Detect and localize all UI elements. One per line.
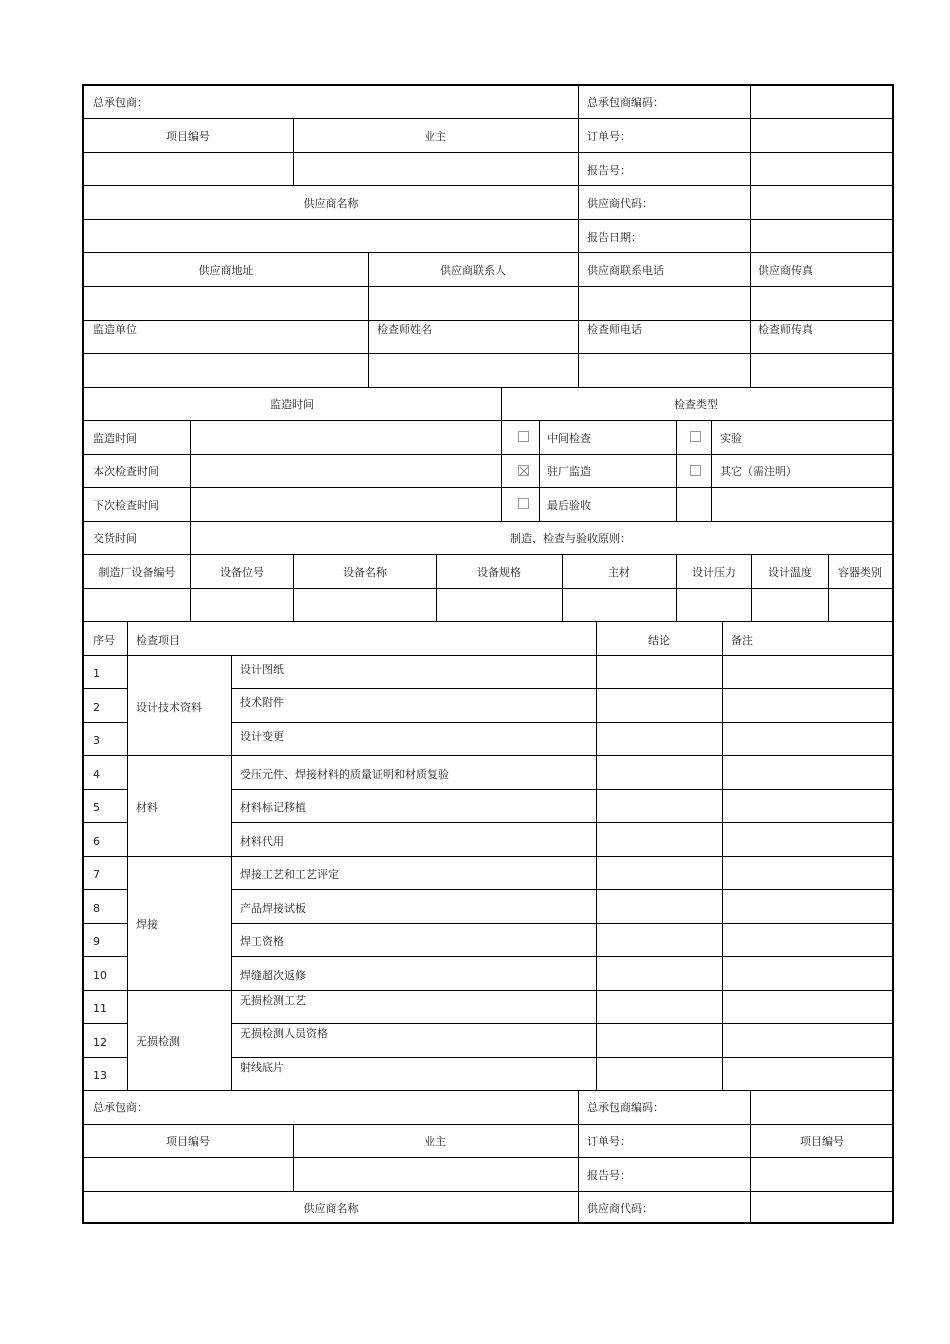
group-label: 无损检测 — [136, 1035, 180, 1048]
row-number: 13 — [93, 1069, 107, 1082]
rule — [539, 420, 540, 521]
rule — [293, 1124, 294, 1191]
rule — [84, 856, 892, 857]
rule — [84, 923, 128, 924]
equipment-col-header: 设备规格 — [477, 566, 521, 579]
footer-project-no-label-2: 项目编号 — [800, 1135, 844, 1148]
check-item: 无损检测工艺 — [240, 994, 306, 1007]
checkbox-interim-inspection[interactable] — [518, 431, 529, 442]
principle-label: 制造、检查与验收原则： — [510, 532, 631, 545]
checklist-item-header: 检查项目 — [136, 634, 180, 647]
check-item: 焊接工艺和工艺评定 — [240, 868, 339, 881]
supplier-code-label: 供应商代码： — [587, 197, 653, 210]
row-number: 9 — [93, 935, 100, 948]
row-number: 8 — [93, 902, 100, 915]
rule — [84, 1124, 892, 1125]
interim-inspection-label: 中间检查 — [547, 432, 591, 445]
checklist-remark-header: 备注 — [731, 634, 753, 647]
equipment-col-header: 设备名称 — [343, 566, 387, 579]
rule — [84, 1023, 128, 1024]
other-label: 其它（需注明） — [720, 465, 797, 478]
rule — [84, 722, 128, 723]
equipment-col-header: 主材 — [608, 566, 630, 579]
rule — [501, 387, 502, 521]
footer-supplier-name-label: 供应商名称 — [303, 1202, 359, 1215]
rule — [676, 420, 677, 521]
rule — [84, 789, 128, 790]
rule — [232, 822, 892, 823]
check-item: 技术附件 — [240, 696, 284, 709]
check-item: 设计图纸 — [240, 663, 284, 676]
rule — [84, 822, 128, 823]
inspection-type-label: 检查类型 — [674, 398, 718, 411]
checkbox-other[interactable] — [690, 465, 701, 476]
inspector-fax-label: 检查师传真 — [758, 323, 813, 336]
rule — [84, 320, 892, 321]
supplier-phone-label: 供应商联系电话 — [587, 264, 664, 277]
footer-order-no-label: 订单号： — [587, 1135, 631, 1148]
this-inspection-time-label: 本次检查时间 — [93, 465, 159, 478]
inspection-report-form — [82, 84, 894, 1224]
rule — [676, 554, 677, 621]
check-item: 焊缝超次返修 — [240, 969, 306, 982]
schedule-section-label: 监造时间 — [270, 398, 314, 411]
rule — [578, 86, 579, 252]
next-inspection-time-label: 下次检查时间 — [93, 499, 159, 512]
rule — [84, 286, 892, 287]
rule — [84, 889, 128, 890]
project-no-label: 项目编号 — [166, 130, 210, 143]
footer-project-no-label: 项目编号 — [166, 1135, 210, 1148]
rule — [190, 554, 191, 621]
rule — [84, 1090, 892, 1091]
check-item: 焊工资格 — [240, 935, 284, 948]
equipment-col-header: 设备位号 — [220, 566, 264, 579]
rule — [232, 956, 892, 957]
check-item: 材料标记移植 — [240, 801, 306, 814]
footer-contractor-code-label: 总承包商编码： — [587, 1101, 664, 1114]
footer-report-no-label: 报告号： — [587, 1169, 631, 1182]
test-label: 实验 — [720, 432, 742, 445]
checkbox-test[interactable] — [690, 431, 701, 442]
rule — [596, 621, 597, 1090]
rule — [84, 990, 892, 991]
rule — [232, 1023, 892, 1024]
rule — [84, 185, 892, 186]
row-number: 1 — [93, 667, 100, 680]
rule — [84, 118, 892, 119]
equipment-col-header: 容器类别 — [838, 566, 882, 579]
rule — [190, 420, 191, 554]
rule — [232, 923, 892, 924]
resident-monitoring-label: 驻厂监造 — [547, 465, 591, 478]
rule — [127, 621, 128, 1090]
rule — [232, 889, 892, 890]
rule — [232, 1057, 892, 1058]
checklist-result-header: 结论 — [648, 634, 670, 647]
rule — [84, 688, 128, 689]
rule — [751, 554, 752, 621]
equipment-col-header: 设计压力 — [692, 566, 736, 579]
rule — [84, 487, 892, 488]
rule — [828, 554, 829, 621]
checkbox-resident-monitoring[interactable] — [518, 465, 529, 476]
rule — [436, 554, 437, 621]
row-number: 5 — [93, 801, 100, 814]
rule — [578, 252, 579, 387]
footer-contractor-label: 总承包商： — [93, 1101, 148, 1114]
row-number: 6 — [93, 835, 100, 848]
rule — [293, 118, 294, 185]
supplier-fax-label: 供应商传真 — [758, 264, 813, 277]
owner-label: 业主 — [424, 130, 446, 143]
supplier-contact-label: 供应商联系人 — [440, 264, 506, 277]
final-acceptance-label: 最后验收 — [547, 499, 591, 512]
rule — [750, 1090, 751, 1224]
row-number: 11 — [93, 1002, 107, 1015]
rule — [84, 621, 892, 622]
check-item: 射线底片 — [240, 1061, 284, 1074]
monitor-time-label: 监造时间 — [93, 432, 137, 445]
rule — [84, 521, 892, 522]
rule — [84, 353, 892, 354]
rule — [84, 1057, 128, 1058]
row-number: 3 — [93, 734, 100, 747]
rule — [84, 588, 892, 589]
rule — [562, 554, 563, 621]
check-item: 材料代用 — [240, 835, 284, 848]
row-number: 7 — [93, 868, 100, 881]
rule — [84, 152, 892, 153]
rule — [84, 655, 892, 656]
group-label: 设计技术资料 — [136, 701, 202, 714]
check-item: 受压元件、焊接材料的质量证明和材质复验 — [240, 768, 449, 781]
row-number: 10 — [93, 969, 107, 982]
rule — [84, 755, 892, 756]
contractor-label: 总承包商： — [93, 96, 148, 109]
check-item: 无损检测人员资格 — [240, 1027, 328, 1040]
checklist-no-header: 序号 — [93, 634, 115, 647]
equipment-col-header: 制造厂设备编号 — [98, 566, 176, 579]
check-x-icon — [519, 466, 530, 477]
report-date-label: 报告日期： — [587, 231, 642, 244]
rule — [232, 789, 892, 790]
delivery-time-label: 交货时间 — [93, 532, 137, 545]
rule — [368, 252, 369, 387]
rule — [84, 420, 892, 421]
rule — [232, 722, 892, 723]
report-no-label: 报告号： — [587, 164, 631, 177]
inspector-phone-label: 检查师电话 — [587, 323, 642, 336]
rule — [578, 1090, 579, 1224]
rule — [84, 252, 892, 253]
rule — [84, 554, 892, 555]
rule — [750, 86, 751, 387]
rule — [84, 454, 892, 455]
footer-owner-label: 业主 — [424, 1135, 446, 1148]
row-number: 12 — [93, 1036, 107, 1049]
rule — [232, 688, 892, 689]
rule — [84, 956, 128, 957]
group-label: 焊接 — [136, 918, 158, 931]
row-number: 4 — [93, 768, 100, 781]
rule — [84, 387, 892, 388]
contractor-code-label: 总承包商编码： — [587, 96, 664, 109]
group-label: 材料 — [136, 801, 158, 814]
rule — [84, 1157, 892, 1158]
rule — [84, 219, 892, 220]
supplier-name-label: 供应商名称 — [303, 197, 359, 210]
supplier-address-label: 供应商地址 — [198, 264, 254, 277]
inspector-name-label: 检查师姓名 — [377, 323, 432, 336]
check-item: 产品焊接试板 — [240, 902, 306, 915]
rule — [84, 1191, 892, 1192]
equipment-col-header: 设计温度 — [768, 566, 812, 579]
rule — [722, 621, 723, 1090]
rule — [293, 554, 294, 621]
order-no-label: 订单号： — [587, 130, 631, 143]
footer-supplier-code-label: 供应商代码： — [587, 1202, 653, 1215]
rule — [231, 655, 232, 1090]
checkbox-final-acceptance[interactable] — [518, 498, 529, 509]
row-number: 2 — [93, 701, 100, 714]
monitor-unit-label: 监造单位 — [93, 323, 137, 336]
rule — [711, 420, 712, 521]
check-item: 设计变更 — [240, 730, 284, 743]
